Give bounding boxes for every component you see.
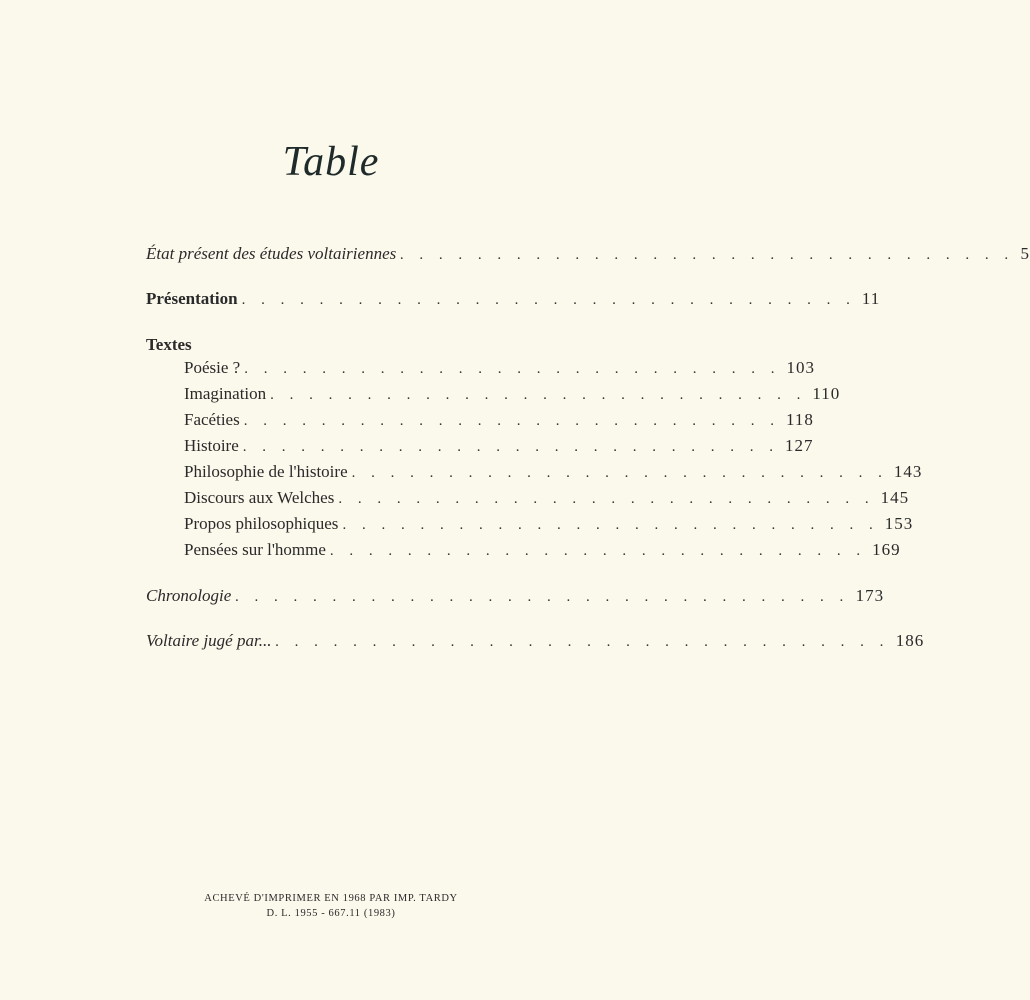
toc-entry-page: 145 — [880, 488, 910, 507]
toc-entry-page: 186 — [895, 631, 925, 650]
leader-dots: . . . . . . . . . . . . . . . . . . . . . . . . . . . . — [342, 517, 879, 533]
leader-dots: . . . . . . . . . . . . . . . . . . . . . . . . . . . . — [270, 387, 807, 403]
toc-entry-page: 103 — [786, 358, 815, 377]
toc-subentry — [184, 358, 815, 382]
toc-entry-chronologie — [146, 586, 885, 610]
toc-entry-label: Facéties — [184, 410, 240, 429]
toc-entry-etat-present — [146, 244, 1030, 268]
leader-dots: . . . . . . . . . . . . . . . . . . . . . . . . . . . . . . . . — [241, 292, 856, 308]
toc-entry-label: Histoire — [184, 436, 239, 455]
toc-entry-page: 143 — [893, 462, 923, 481]
page-title: Table — [282, 139, 380, 185]
leader-dots: . . . . . . . . . . . . . . . . . . . . . . . . . . . . — [244, 361, 781, 377]
toc-entry-page: 127 — [785, 436, 814, 455]
toc-subentry — [184, 514, 914, 538]
toc-entry-presentation — [146, 289, 881, 313]
leader-dots: . . . . . . . . . . . . . . . . . . . . . . . . . . . . — [242, 439, 780, 455]
toc-entry-page: 118 — [785, 410, 814, 429]
toc-entry-page: 110 — [812, 384, 841, 403]
toc-subentry — [184, 540, 901, 564]
toc-subentry — [184, 462, 923, 486]
toc-entry-label: Propos philosophiques — [184, 514, 339, 533]
leader-dots: . . . . . . . . . . . . . . . . . . . . . . . . . . . . . . . . — [275, 634, 890, 650]
toc-entry-label: État présent des études voltairiennes — [146, 244, 397, 263]
colophon-line: ACHEVÉ D'IMPRIMER EN 1968 PAR IMP. TARDY — [204, 893, 458, 904]
leader-dots: . . . . . . . . . . . . . . . . . . . . . . . . . . . . — [329, 543, 867, 559]
toc-entry-label: Philosophie de l'histoire — [184, 462, 348, 481]
colophon-line: D. L. 1955 - 667.11 (1983) — [266, 908, 396, 919]
toc-entry-label: Présentation — [146, 289, 238, 308]
toc-subentry — [184, 488, 910, 512]
toc-entry-voltaire-juge — [146, 631, 925, 655]
leader-dots: . . . . . . . . . . . . . . . . . . . . . . . . . . . . . . . . — [235, 589, 850, 605]
toc-entry-label: Discours aux Welches — [184, 488, 335, 507]
toc-entry-page: 5 — [1020, 244, 1030, 263]
toc-entry-page: 169 — [872, 540, 901, 559]
toc-entry-label: Chronologie — [146, 586, 232, 605]
colophon — [0, 891, 662, 921]
leader-dots: . . . . . . . . . . . . . . . . . . . . . . . . . . . . . . . . — [400, 247, 1015, 263]
toc-entry-label: Pensées sur l'homme — [184, 540, 326, 559]
leader-dots: . . . . . . . . . . . . . . . . . . . . . . . . . . . . — [338, 491, 875, 507]
toc-subentry — [184, 384, 841, 408]
toc-entry-label: Voltaire jugé par... — [146, 631, 272, 650]
toc-subentry — [184, 436, 814, 460]
toc-entry-label: Poésie ? — [184, 358, 241, 377]
leader-dots: . . . . . . . . . . . . . . . . . . . . . . . . . . . . — [351, 465, 888, 481]
toc-entry-label: Imagination — [184, 384, 267, 403]
toc-entry-page: 11 — [861, 289, 881, 308]
section-heading-textes: Textes — [146, 335, 192, 354]
toc-subentry — [184, 410, 814, 434]
toc-entry-page: 173 — [855, 586, 885, 605]
toc-entry-page: 153 — [884, 514, 914, 533]
leader-dots: . . . . . . . . . . . . . . . . . . . . . . . . . . . . — [243, 413, 780, 429]
